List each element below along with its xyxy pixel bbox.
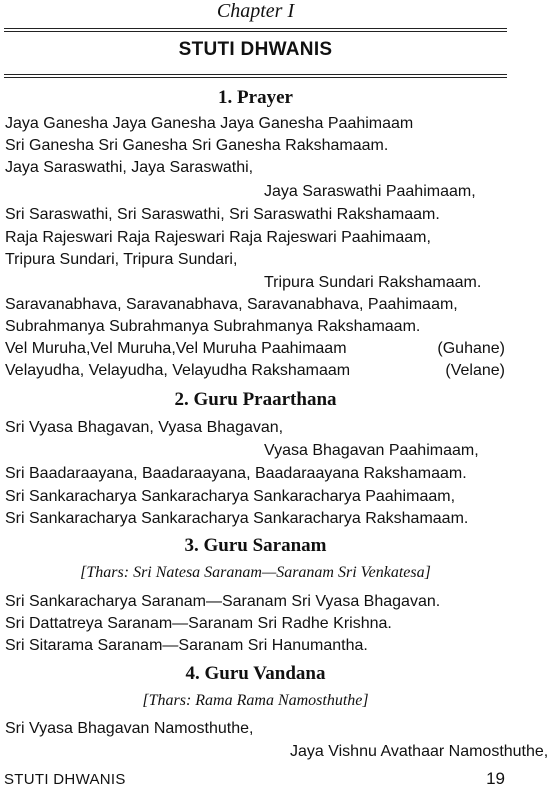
divider [4, 28, 507, 29]
divider [4, 77, 507, 78]
text-line: Sri Saraswathi, Sri Saraswathi, Sri Saraswathi Rakshamaam. [5, 206, 440, 223]
section-subtitle: [Thars: Sri Natesa Saranam—Saranam Sri Venkatesa] [80, 564, 431, 581]
text-line: Sri Baadaraayana, Baadaraayana, Baadaraayana Rakshamaam. [5, 465, 467, 482]
section-heading: 3. Guru Saranam [184, 535, 327, 556]
page-number: 19 [486, 769, 505, 788]
text-line: Sri Ganesha Sri Ganesha Sri Ganesha Rakshamaam. [5, 137, 389, 154]
text-line: Saravanabhava, Saravanabhava, Saravanabhava, Paahimaam, [5, 296, 458, 313]
section-heading: 4. Guru Vandana [185, 663, 326, 684]
section-subtitle: [Thars: Rama Rama Namosthuthe] [142, 692, 369, 709]
text-line: Jaya Saraswathi, Jaya Saraswathi, [5, 159, 254, 176]
text-line: Sri Sitarama Saranam—Saranam Sri Hanumantha. [5, 637, 368, 654]
text-line: Sri Sankaracharya Sankaracharya Sankaracharya Paahimaam, [5, 488, 456, 505]
text-line: Raja Rajeswari Raja Rajeswari Raja Rajeswari Paahimaam, [5, 229, 431, 246]
text-line: Jaya Vishnu Avathaar Namosthuthe, [290, 743, 548, 760]
page-title: STUTI DHWANIS [178, 39, 333, 60]
text-line: Velayudha, Velayudha, Velayudha Rakshamaam [5, 362, 351, 379]
section-heading: 1. Prayer [218, 87, 293, 108]
text-line: Sri Sankaracharya Sankaracharya Sankaracharya Rakshamaam. [5, 510, 469, 527]
text-line: Jaya Saraswathi Paahimaam, [264, 183, 476, 200]
text-line: Subrahmanya Subrahmanya Subrahmanya Rakshamaam. [5, 318, 421, 335]
refrain-tag: (Velane) [445, 362, 505, 379]
text-line: Jaya Ganesha Jaya Ganesha Jaya Ganesha Paahimaam [5, 115, 414, 132]
refrain-tag: (Guhane) [437, 340, 505, 357]
text-line: Sri Sankaracharya Saranam—Saranam Sri Vyasa Bhagavan. [5, 593, 441, 610]
text-line: Sri Dattatreya Saranam—Saranam Sri Radhe Krishna. [5, 615, 392, 632]
text-line: Vyasa Bhagavan Paahimaam, [264, 442, 479, 459]
section-heading: 2. Guru Praarthana [174, 389, 337, 410]
divider [4, 74, 507, 75]
running-footer-title: STUTI DHWANIS [4, 771, 126, 788]
text-line: Tripura Sundari, Tripura Sundari, [5, 251, 238, 268]
chapter-label: Chapter I [216, 0, 295, 22]
divider [4, 31, 507, 32]
text-line: Sri Vyasa Bhagavan Namosthuthe, [5, 720, 254, 737]
text-line: Sri Vyasa Bhagavan, Vyasa Bhagavan, [5, 419, 284, 436]
text-line: Tripura Sundari Rakshamaam. [264, 274, 482, 291]
text-line: Vel Muruha,Vel Muruha,Vel Muruha Paahimaam [5, 340, 347, 357]
